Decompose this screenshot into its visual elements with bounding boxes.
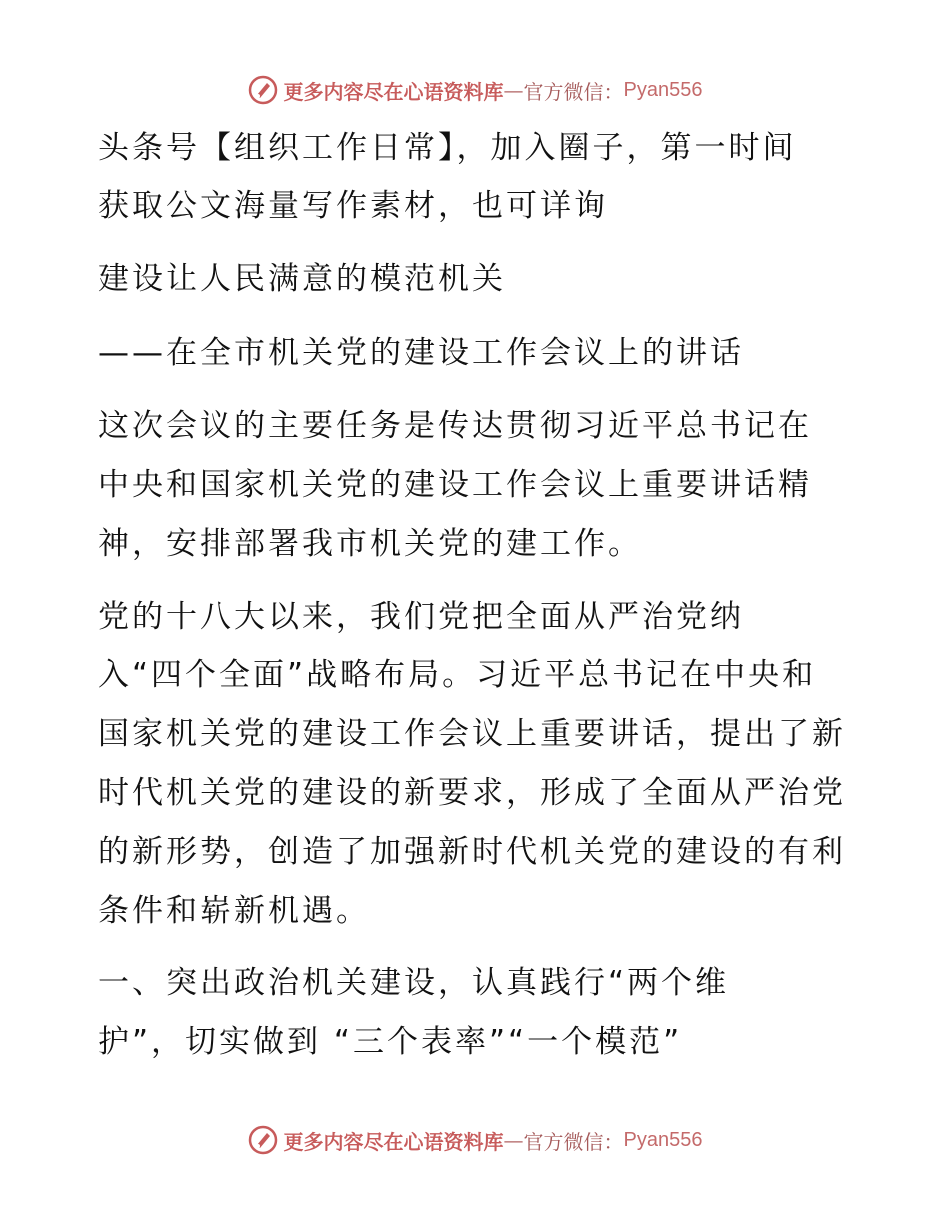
text-line: 神，安排部署我市机关党的建工作。 bbox=[98, 526, 642, 562]
text-line: 条件和崭新机遇。 bbox=[98, 893, 370, 929]
logo-icon bbox=[248, 1125, 278, 1155]
watermark-separator: — bbox=[503, 1128, 524, 1152]
text-line: 入“四个全面”战略布局。习近平总书记在中央和 bbox=[98, 657, 817, 693]
footer-watermark bbox=[0, 1120, 950, 1160]
text-line: 党的十八大以来，我们党把全面从严治党纳 bbox=[98, 599, 744, 635]
watermark-text: 更多内容尽在心语资料库 bbox=[283, 79, 504, 104]
text-line: 的新形势，创造了加强新时代机关党的建设的有利 bbox=[98, 834, 846, 870]
watermark-id: Pyan556 bbox=[623, 1128, 703, 1151]
logo-icon bbox=[248, 75, 278, 105]
text-line: 这次会议的主要任务是传达贯彻习近平总书记在 bbox=[98, 408, 812, 444]
document-title: 建设让人民满意的模范机关 bbox=[98, 261, 506, 297]
text-line: 头条号【组织工作日常】，加入圈子，第一时间 bbox=[98, 130, 797, 166]
document-subtitle: ——在全市机关党的建设工作会议上的讲话 bbox=[98, 335, 744, 371]
text-line: 获取公文海量写作素材，也可详询 bbox=[98, 188, 608, 224]
watermark-text: 更多内容尽在心语资料库 bbox=[283, 1129, 504, 1154]
watermark-separator: — bbox=[503, 78, 524, 102]
watermark-id: Pyan556 bbox=[623, 78, 703, 101]
watermark-label: 官方微信： bbox=[523, 1129, 624, 1154]
header-watermark bbox=[0, 70, 950, 110]
text-line: 时代机关党的建设的新要求，形成了全面从严治党 bbox=[98, 775, 846, 811]
text-line: 中央和国家机关党的建设工作会议上重要讲话精 bbox=[98, 467, 812, 503]
watermark-label: 官方微信： bbox=[523, 79, 624, 104]
section-heading: 一、突出政治机关建设，认真践行“两个维 bbox=[98, 965, 730, 1001]
text-line: 国家机关党的建设工作会议上重要讲话，提出了新 bbox=[98, 716, 846, 752]
section-heading-continued: 护”，切实做到 “三个表率”“一个模范” bbox=[98, 1024, 683, 1060]
